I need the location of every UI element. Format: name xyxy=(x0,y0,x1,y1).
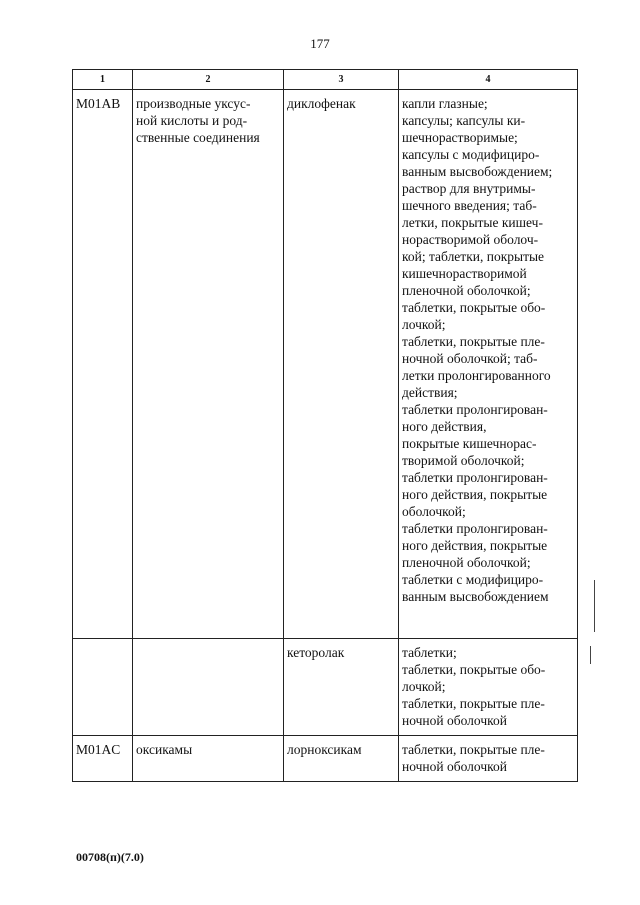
form-line: ванным высвобождением; xyxy=(402,164,553,179)
form-line: таблетки, покрытые пле- xyxy=(402,334,545,349)
form-line: ного действия, покрытые xyxy=(402,487,548,502)
form-line: капли глазные; xyxy=(402,96,488,111)
form-line: таблетки пролонгирован- xyxy=(402,470,548,485)
form-line: таблетки, покрытые обо- xyxy=(402,662,546,677)
group-line: производные уксус- xyxy=(136,96,251,111)
form-line: ночной оболочкой; таб- xyxy=(402,351,538,366)
form-line: кой; таблетки, покрытые xyxy=(402,249,545,264)
form-line: ванным высвобождением xyxy=(402,589,549,604)
dosage-forms-cell xyxy=(399,90,578,639)
group-line: ной кислоты и род- xyxy=(136,113,248,128)
dosage-forms-cell xyxy=(399,639,578,736)
form-line: кишечнорастворимой xyxy=(402,266,527,281)
form-line: пленочной оболочкой; xyxy=(402,283,531,298)
form-line: шечного введения; таб- xyxy=(402,198,537,213)
form-line: оболочкой; xyxy=(402,504,466,519)
form-line: лочкой; xyxy=(402,679,446,694)
atc-code-cell: M01AC xyxy=(73,736,133,782)
document-code: 00708(п)(7.0) xyxy=(76,850,144,864)
atc-code-cell xyxy=(73,639,133,736)
form-line: таблетки пролонгирован- xyxy=(402,521,548,536)
form-line: покрытые кишечнорас- xyxy=(402,436,537,451)
drug-table xyxy=(72,69,578,782)
form-line: капсулы; капсулы ки- xyxy=(402,113,526,128)
column-header: 1 xyxy=(73,70,133,90)
column-header: 2 xyxy=(133,70,284,90)
form-line: действия; xyxy=(402,385,458,400)
form-line: лочкой; xyxy=(402,317,446,332)
page-number: 177 xyxy=(310,36,330,51)
form-line: норастворимой оболоч- xyxy=(402,232,539,247)
form-line: таблетки с модифициро- xyxy=(402,572,544,587)
group-line: оксикамы xyxy=(136,742,193,757)
form-line: капсулы с модифициро- xyxy=(402,147,540,162)
form-line: раствор для внутримы- xyxy=(402,181,536,196)
form-line: таблетки, покрытые обо- xyxy=(402,300,546,315)
column-header: 3 xyxy=(284,70,399,90)
table-row xyxy=(73,90,578,639)
form-line: таблетки пролонгирован- xyxy=(402,402,548,417)
form-line: таблетки, покрытые пле- xyxy=(402,742,545,757)
drug-name-cell: лорноксикам xyxy=(284,736,399,782)
column-header: 4 xyxy=(399,70,578,90)
drug-name-cell: кеторолак xyxy=(284,639,399,736)
group-cell xyxy=(133,90,284,639)
form-line: ночной оболочкой xyxy=(402,759,507,774)
form-line: ночной оболочкой xyxy=(402,713,507,728)
form-line: ного действия, покрытые xyxy=(402,538,548,553)
group-cell xyxy=(133,639,284,736)
scan-artifact xyxy=(594,580,595,632)
form-line: пленочной оболочкой; xyxy=(402,555,531,570)
table-row xyxy=(73,639,578,736)
form-line: творимой оболочкой; xyxy=(402,453,525,468)
atc-code-cell: M01AB xyxy=(73,90,133,639)
scan-artifact xyxy=(590,646,591,664)
group-cell xyxy=(133,736,284,782)
form-line: летки пролонгированного xyxy=(402,368,551,383)
form-line: летки, покрытые кишеч- xyxy=(402,215,543,230)
header-row xyxy=(73,70,578,90)
dosage-forms-cell xyxy=(399,736,578,782)
form-line: таблетки, покрытые пле- xyxy=(402,696,545,711)
form-line: шечнорастворимые; xyxy=(402,130,518,145)
form-line: таблетки; xyxy=(402,645,457,660)
drug-name-cell: диклофенак xyxy=(284,90,399,639)
group-line: ственные соединения xyxy=(136,130,260,145)
table-row xyxy=(73,736,578,782)
form-line: ного действия, xyxy=(402,419,487,434)
